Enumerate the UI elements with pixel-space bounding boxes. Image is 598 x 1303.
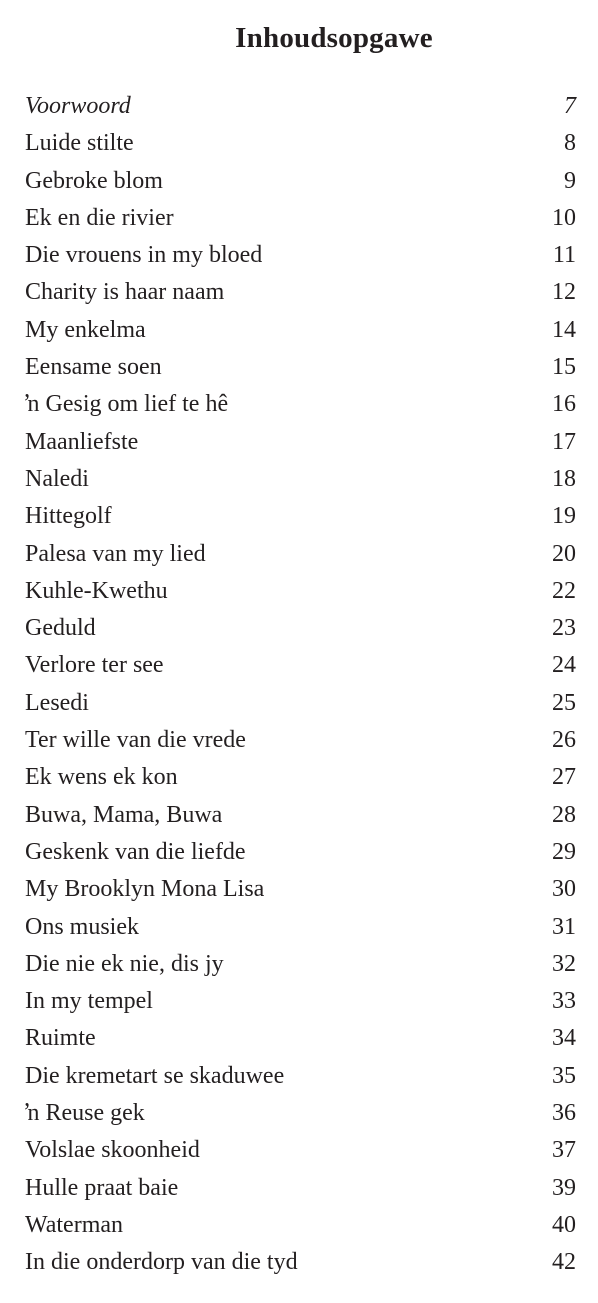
toc-entry-page-number: 17 [552, 428, 576, 455]
toc-entry [25, 759, 576, 796]
toc-entry-title: Geduld [25, 615, 96, 642]
toc-entry [25, 647, 576, 684]
toc-entry-page-number: 8 [564, 130, 576, 157]
toc-entry [25, 349, 576, 386]
toc-entry-title: Die vrouens in my bloed [25, 242, 263, 269]
toc-entry-title: My Brooklyn Mona Lisa [25, 876, 265, 903]
toc-entry [25, 610, 576, 647]
toc-entry-title: Ter wille van die vrede [25, 727, 246, 754]
toc-entry [25, 834, 576, 871]
toc-entry-title: Ruimte [25, 1025, 96, 1052]
toc-entry [25, 1207, 576, 1244]
toc-entry-page-number: 33 [552, 988, 576, 1015]
toc-entry [25, 461, 576, 498]
toc-entry-title: Die nie ek nie, dis jy [25, 950, 224, 977]
toc-entry-page-number: 19 [552, 503, 576, 530]
toc-entry-title: ŉ Gesig om lief te hê [25, 391, 229, 418]
toc-entry-title: Kuhle-Kwethu [25, 577, 168, 604]
toc-entry-title: Gebroke blom [25, 167, 163, 194]
toc-entry-title: My enkelma [25, 316, 146, 343]
toc-entry [25, 386, 576, 423]
toc-entry-title: Lesedi [25, 689, 89, 716]
toc-entry [25, 536, 576, 573]
toc-entry-title: Maanliefste [25, 428, 139, 455]
toc-entry [25, 274, 576, 311]
toc-entry-title: Palesa van my lied [25, 540, 206, 567]
toc-entry [25, 1132, 576, 1169]
toc-entry-page-number: 27 [552, 764, 576, 791]
toc-entry-title: Volslae skoonheid [25, 1137, 200, 1164]
toc-entry-title: Eensame soen [25, 354, 162, 381]
toc-entry-page-number: 16 [552, 391, 576, 418]
toc-entry-title: Ek en die rivier [25, 204, 174, 231]
toc-entry [25, 1170, 576, 1207]
toc-entry-page-number: 28 [552, 801, 576, 828]
toc-entry-title: Voorwoord [25, 93, 131, 119]
toc-entry-page-number: 9 [564, 167, 576, 194]
toc-entry-page-number: 39 [552, 1174, 576, 1201]
toc-entry [25, 573, 576, 610]
toc-entry-page-number: 26 [552, 727, 576, 754]
toc-entry-title: ŉ Reuse gek [25, 1100, 145, 1127]
toc-entry-page-number: 31 [552, 913, 576, 940]
toc-entry [25, 722, 576, 759]
toc-entry [25, 312, 576, 349]
toc-entry-page-number: 15 [552, 354, 576, 381]
toc-entry-page-number: 25 [552, 689, 576, 716]
toc-entry-page-number: 18 [552, 465, 576, 492]
toc-entry-page-number: 12 [552, 279, 576, 306]
toc-entry-title: Luide stilte [25, 130, 134, 157]
toc-entry-title: Buwa, Mama, Buwa [25, 801, 223, 828]
toc-entry-title: In my tempel [25, 988, 153, 1015]
toc-entry-page-number: 24 [552, 652, 576, 679]
toc-entry-page-number: 35 [552, 1062, 576, 1089]
toc-entry-page-number: 40 [552, 1211, 576, 1238]
toc-entry-page-number: 37 [552, 1137, 576, 1164]
toc-entry-title: Waterman [25, 1211, 124, 1238]
toc-entry-page-number: 36 [552, 1100, 576, 1127]
toc-entry [25, 685, 576, 722]
toc-entry-page-number: 20 [552, 540, 576, 567]
toc-entry [25, 1095, 576, 1132]
toc-entry-page-number: 23 [552, 615, 576, 642]
page-title: Inhoudsopgawe [235, 22, 433, 54]
toc-entry [25, 237, 576, 274]
toc-entry-title: Charity is haar naam [25, 279, 225, 306]
toc-entry-page-number: 11 [552, 242, 576, 269]
toc-entry-title: Geskenk van die liefde [25, 838, 246, 865]
toc-entry-page-number: 10 [552, 204, 576, 231]
toc-entry-page-number: 34 [552, 1025, 576, 1052]
toc-entry [25, 1058, 576, 1095]
toc-entry [25, 200, 576, 237]
table-of-contents [25, 88, 576, 1282]
toc-entry-title: Ek wens ek kon [25, 764, 178, 791]
toc-entry [25, 946, 576, 983]
toc-entry [25, 88, 576, 125]
toc-entry-title: Hittegolf [25, 503, 112, 530]
toc-entry-title: Die kremetart se skaduwee [25, 1062, 285, 1089]
toc-entry-page-number: 30 [552, 876, 576, 903]
toc-entry [25, 498, 576, 535]
toc-entry-page-number: 29 [552, 838, 576, 865]
toc-entry [25, 797, 576, 834]
toc-entry [25, 125, 576, 162]
toc-entry-title: Naledi [25, 465, 89, 492]
toc-entry [25, 424, 576, 461]
toc-entry-page-number: 32 [552, 950, 576, 977]
toc-entry-page-number: 42 [552, 1249, 576, 1276]
toc-entry [25, 163, 576, 200]
toc-entry-title: Ons musiek [25, 913, 139, 940]
toc-entry [25, 909, 576, 946]
toc-entry-page-number: 14 [552, 316, 576, 343]
toc-entry-title: In die onderdorp van die tyd [25, 1249, 298, 1276]
toc-entry-page-number: 22 [552, 577, 576, 604]
toc-entry [25, 1020, 576, 1057]
toc-entry [25, 983, 576, 1020]
toc-entry [25, 1244, 576, 1281]
toc-entry-title: Verlore ter see [25, 652, 164, 679]
toc-entry [25, 871, 576, 908]
toc-entry-page-number: 7 [564, 93, 576, 119]
toc-entry-title: Hulle praat baie [25, 1174, 179, 1201]
